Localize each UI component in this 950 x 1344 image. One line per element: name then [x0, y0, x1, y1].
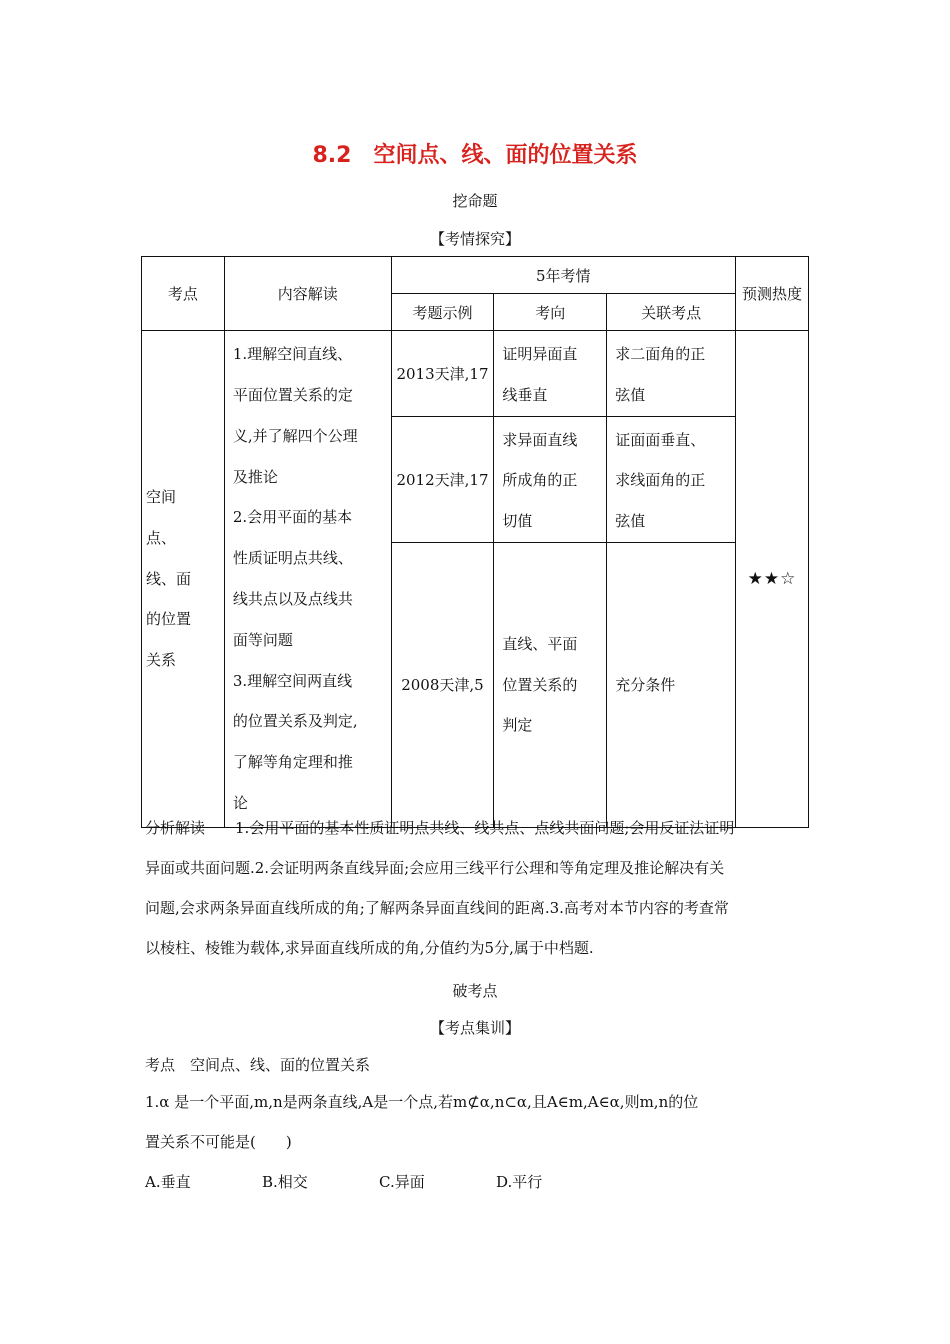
neirong-line: 的位置关系及判定, — [232, 712, 358, 731]
kaoxiang-line: 线垂直 — [502, 385, 548, 404]
cell-kaodian — [142, 331, 225, 828]
kaodian-line: 线、面 — [146, 569, 192, 588]
neirong-line: 了解等角定理和推 — [232, 753, 353, 772]
question-stem-line: 1.α 是一个平面,m,n是两条直线,A是一个点,若m⊄α,n⊂α,且A∈m,A∈α,则m,n的位 — [145, 1093, 699, 1111]
kaodian-line: 关系 — [146, 651, 177, 670]
guanlian-line: 求二面角的正 — [615, 345, 706, 363]
option-d: D.平行 — [496, 1173, 543, 1191]
kaoxiang-line: 所成角的正 — [502, 471, 578, 490]
subsection-heading-kaoqing: 【考情探究】 — [429, 230, 520, 248]
question-stem-line: 置关系不可能是( ) — [145, 1133, 292, 1151]
neirong-line: 及推论 — [232, 467, 278, 486]
cell-guanlian-2008: 充分条件 — [607, 542, 736, 827]
analysis-line: 问题,会求两条异面直线所成的角;了解两条异面直线间的距离.3.高考对本节内容的考查常 — [145, 899, 729, 917]
kaodian-line: 的位置 — [146, 610, 192, 629]
neirong-line: 3.理解空间两直线 — [232, 671, 353, 690]
question-1 — [145, 1082, 825, 1202]
kaodian-line: 点、 — [146, 528, 177, 547]
neirong-line: 1.理解空间直线、 — [232, 345, 353, 364]
cell-guanlian-2013 — [607, 331, 736, 417]
kaoxiang-line: 证明异面直 — [502, 345, 578, 363]
kaodian-heading: 考点 空间点、线、面的位置关系 — [145, 1056, 371, 1074]
section-heading-pokaodian: 破考点 — [452, 982, 498, 1000]
kaoxiang-line: 求异面直线 — [502, 430, 578, 449]
cell-kaoxiang-2008 — [494, 542, 607, 827]
cell-kaoxiang-2012 — [494, 416, 607, 542]
neirong-line: 义,并了解四个公理 — [232, 426, 358, 445]
kaoxiang-line: 判定 — [502, 716, 533, 735]
cell-shili-2008: 2008天津,5 — [391, 542, 494, 827]
kaoxiang-line: 直线、平面 — [502, 634, 578, 653]
header-yuce: 预测热度 — [736, 257, 809, 331]
guanlian-line: 证面面垂直、 — [615, 430, 706, 449]
option-a: A.垂直 — [145, 1173, 191, 1191]
analysis-line: 异面或共面问题.2.会证明两条直线异面;会应用三线平行公理和等角定理及推论解决有关 — [145, 859, 725, 877]
header-guanlian: 关联考点 — [607, 294, 736, 331]
header-five-year: 5年考情 — [391, 257, 735, 294]
guanlian-line: 弦值 — [615, 385, 646, 404]
neirong-line: 性质证明点共线、 — [232, 549, 353, 568]
guanlian-line: 弦值 — [615, 512, 646, 531]
neirong-line: 2.会用平面的基本 — [232, 508, 353, 527]
kaoxiang-line: 位置关系的 — [502, 675, 578, 694]
analysis-line: 以棱柱、棱锥为载体,求异面直线所成的角,分值约为5分,属于中档题. — [145, 939, 594, 957]
cell-shili-2012: 2012天津,17 — [391, 416, 494, 542]
subsection-heading-jixun: 【考点集训】 — [429, 1019, 520, 1037]
cell-shili-2013: 2013天津,17 — [391, 331, 494, 417]
analysis-paragraph — [145, 808, 825, 968]
analysis-label: 分析解读 — [145, 819, 206, 837]
cell-guanlian-2012 — [607, 416, 736, 542]
option-b: B.相交 — [262, 1173, 308, 1191]
kaodian-line: 空间 — [146, 488, 177, 506]
cell-kaoxiang-2013 — [494, 331, 607, 417]
neirong-line: 平面位置关系的定 — [232, 386, 353, 404]
page-title: 8.2 空间点、线、面的位置关系 — [312, 143, 638, 168]
header-kaodian: 考点 — [142, 257, 225, 331]
header-kaoxiang: 考向 — [494, 294, 607, 331]
header-shili: 考题示例 — [391, 294, 494, 331]
header-neirong: 内容解读 — [224, 257, 391, 331]
question-options — [145, 1162, 825, 1202]
kaoxiang-line: 切值 — [502, 512, 533, 531]
neirong-line: 线共点以及点线共 — [232, 589, 353, 608]
guanlian-line: 求线面角的正 — [615, 471, 706, 490]
cell-neirong — [224, 331, 391, 828]
option-c: C.异面 — [379, 1173, 425, 1191]
neirong-line: 论 — [232, 793, 248, 812]
analysis-line: 分析解读 1.会用平面的基本性质证明点共线、线共点、点线共面问题;会用反证法证明 — [145, 819, 735, 837]
section-heading-wamingti: 挖命题 — [452, 192, 498, 210]
rating-stars: ★★☆ — [736, 331, 809, 828]
exam-analysis-table — [141, 256, 809, 828]
neirong-line: 面等问题 — [232, 630, 293, 649]
